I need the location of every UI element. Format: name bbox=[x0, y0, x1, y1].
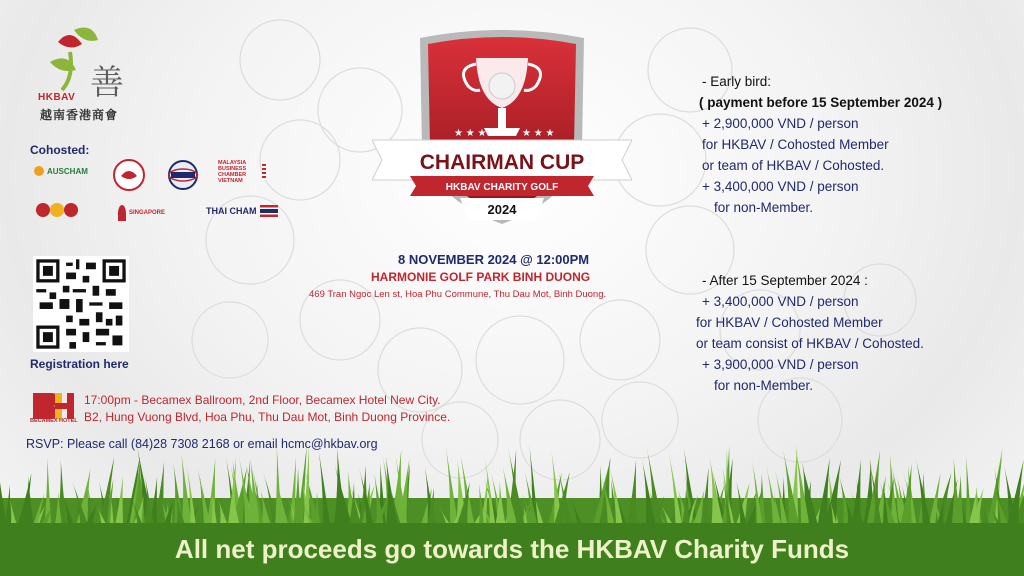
becamex-hotel-logo bbox=[31, 389, 79, 433]
svg-text:★ ★ ★: ★ ★ ★ bbox=[454, 128, 487, 139]
event-date: 8 NOVEMBER 2024 @ 12:00PM bbox=[398, 252, 590, 267]
cohosted-title: Cohosted: bbox=[30, 143, 90, 157]
standard-pricing bbox=[696, 270, 924, 396]
early-bird-nonmember-label: for non-Member. bbox=[714, 200, 814, 215]
registration-label: Registration here bbox=[30, 357, 129, 371]
standard-nonmember-label: for non-Member. bbox=[714, 378, 814, 393]
malaysia-chamber-logo: MALAYSIA BUSINESS CHAMBER VIETNAM bbox=[218, 160, 266, 184]
logo-chinese-name: 越南香港商會 bbox=[40, 108, 119, 122]
singapore-chamber-logo: SINGAPORE bbox=[118, 205, 165, 221]
standard-member-price: + 3,400,000 VND / person bbox=[702, 294, 859, 309]
venue-line-1: 17:00pm - Becamex Ballroom, 2nd Floor, Becamex Hotel New City. bbox=[84, 393, 441, 407]
standard-heading: - After 15 September 2024 : bbox=[702, 273, 868, 288]
footer-banner bbox=[0, 523, 1024, 576]
auscham-logo: AUSCHAM bbox=[34, 166, 88, 176]
dinner-venue bbox=[84, 392, 450, 426]
event-year-text: 2024 bbox=[487, 202, 517, 217]
globe-logo bbox=[165, 158, 201, 192]
svg-text:善: 善 bbox=[90, 63, 124, 103]
early-bird-member-line-1: for HKBAV / Cohosted Member bbox=[702, 137, 889, 152]
standard-member-line-2: or team consist of HKBAV / Cohosted. bbox=[696, 336, 924, 351]
event-title-text: CHAIRMAN CUP bbox=[419, 151, 585, 174]
svg-text:★ ★ ★: ★ ★ ★ bbox=[522, 128, 555, 139]
becamex-hotel-label: BECAMEX HOTEL bbox=[30, 418, 78, 424]
logo-abbr: HKBAV bbox=[38, 92, 76, 103]
venue-line-2: B2, Hung Vuong Blvd, Hoa Phu, Thu Dau Mot, Binh Duong Province. bbox=[84, 410, 451, 424]
event-subtitle-text: HKBAV CHARITY GOLF bbox=[445, 182, 559, 193]
chairman-cup-shield-emblem bbox=[372, 28, 632, 228]
early-bird-pricing bbox=[699, 71, 943, 218]
standard-nonmember-price: + 3,900,000 VND / person bbox=[702, 357, 859, 372]
spanish-chamber-logo bbox=[34, 200, 80, 220]
event-venue-address: 469 Tran Ngoc Len st, Hoa Phu Commune, Thu Dau Mot, Binh Duong. bbox=[309, 289, 607, 300]
early-bird-heading: - Early bird: bbox=[702, 74, 772, 89]
early-bird-deadline: ( payment before 15 September 2024 ) bbox=[699, 95, 943, 110]
early-bird-nonmember-price: + 3,400,000 VND / person bbox=[702, 179, 859, 194]
early-bird-member-price: + 2,900,000 VND / person bbox=[702, 116, 859, 131]
standard-member-line-1: for HKBAV / Cohosted Member bbox=[696, 315, 883, 330]
rsvp-contact: RSVP: Please call (84)28 7308 2168 or email hcmc@hkbav.org bbox=[26, 437, 378, 451]
hk-chamber-seal-logo bbox=[112, 158, 146, 192]
registration-qr-code[interactable] bbox=[33, 256, 129, 352]
footer-message: All net proceeds go towards the HKBAV Charity Funds bbox=[174, 534, 850, 564]
event-venue-name: HARMONIE GOLF PARK BINH DUONG bbox=[371, 270, 591, 284]
early-bird-member-line-2: or team of HKBAV / Cohosted. bbox=[702, 158, 885, 173]
thaicham-logo: THAI CHAM bbox=[206, 205, 278, 217]
